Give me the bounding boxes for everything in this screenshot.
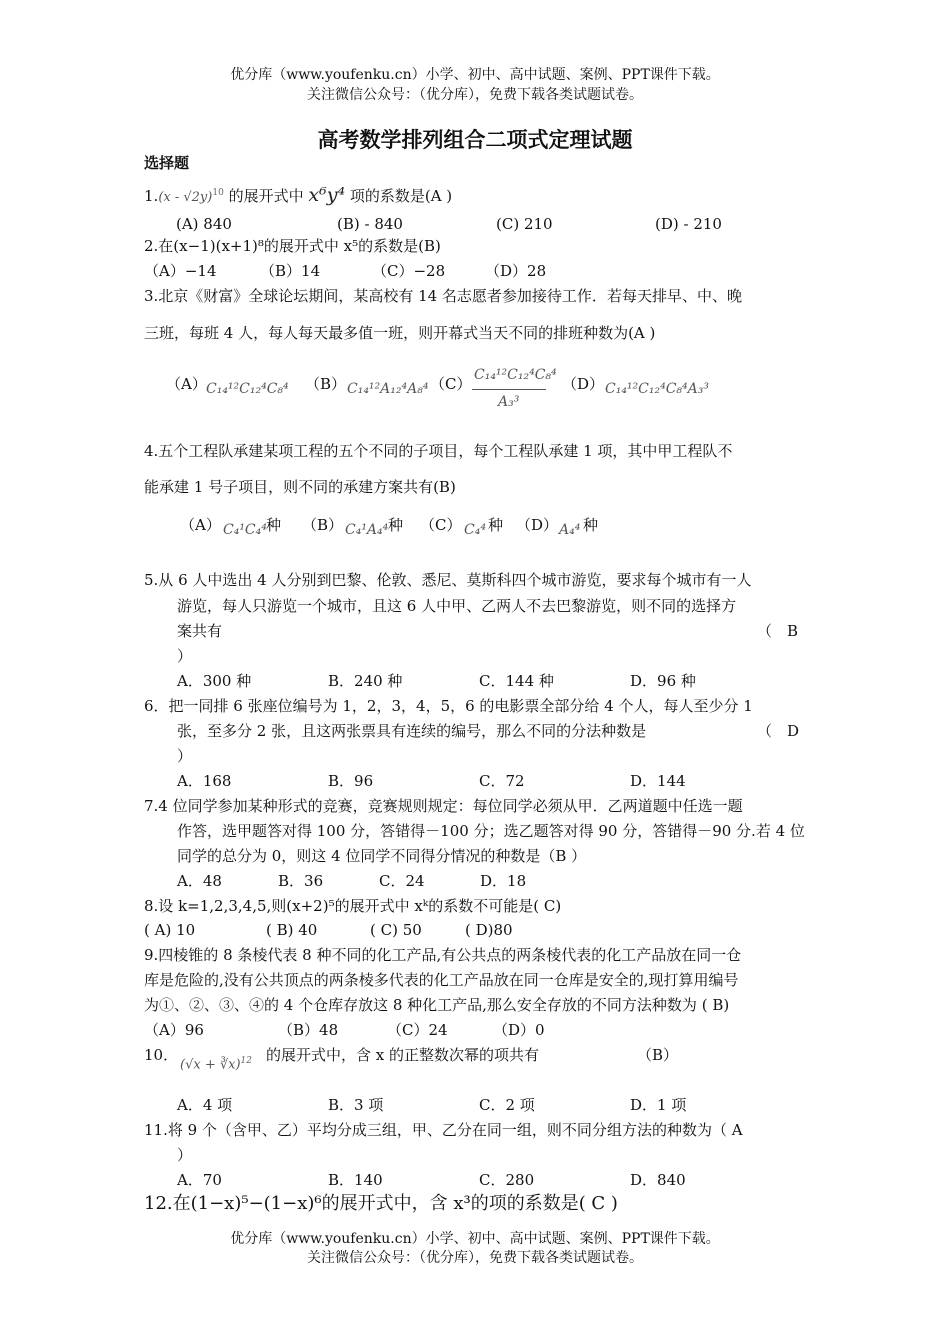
q10-option-a: A．4 项 [177,1096,233,1114]
q1-expression: (x - √2y) [158,190,213,205]
q11-option-d: D．840 [630,1171,686,1189]
q4-expression-d: A₄⁴ [559,522,581,538]
question-3-line-1: 3.北京《财富》全球论坛期间，某高校有 14 名志愿者参加接待工作．若每天排早、中、晚 [144,287,742,305]
q7-option-d: D．18 [480,872,527,890]
q4-expression-a: C₄¹C₄⁴ [223,522,267,538]
question-7-line-1: 7.4 位同学参加某种形式的竞赛，竞赛规则规定：每位同学必须从甲．乙两道题中任选一题 [144,797,743,815]
q4-label-d: （D） [516,516,559,534]
q5-answer-close: ） [177,647,193,665]
q3-expression-d: C₁₄¹²C₁₂⁴C₈⁴A₃³ [605,381,709,397]
q10-answer: （B） [637,1046,679,1064]
question-6-line-2: 张，至多分 2 张，且这两张票具有连续的编号，那么不同的分法种数是 [177,722,647,740]
q9-option-d: （D）0 [493,1021,545,1039]
q6-option-b: B．96 [328,772,374,790]
question-5-line-1: 5.从 6 人中选出 4 人分别到巴黎、伦敦、悉尼、莫斯科四个城市游览，要求每个城市有一人 [144,571,752,589]
q1-exponent: 10 [212,188,224,198]
q10-exponent: 12 [240,1056,252,1066]
q1-text-1: 的展开式中 [228,187,304,205]
question-4-line-2: 能承建 1 号子项目，则不同的承建方案共有(B) [144,478,456,496]
q4-unit-a: 种 [266,516,282,534]
q5-option-d: D．96 种 [630,672,696,690]
q9-option-c: （C）24 [387,1021,448,1039]
q9-option-a: （A）96 [144,1021,204,1039]
q5-answer: （ B [757,622,799,640]
question-5-line-3: 案共有 [177,622,223,640]
q6-answer-close: ） [177,747,193,765]
header-line-1: 优分库（www.youfenku.cn）小学、初中、高中试题、案例、PPT课件下载。 [230,67,720,83]
q4-expression-b: C₄¹A₄⁴ [345,522,389,538]
question-5-line-2: 游览，每人只游览一个城市，且这 6 人中甲、乙两人不去巴黎游览，则不同的选择方 [177,597,737,615]
q4-unit-b: 种 [388,516,404,534]
footer-line-2: 关注微信公众号：（优分库），免费下载各类试题试卷。 [307,1250,643,1266]
header-line-2: 关注微信公众号：（优分库），免费下载各类试题试卷。 [307,87,643,103]
question-9-line-3: 为①、②、③、④的 4 个仓库存放这 8 种化工产品,那么安全存放的不同方法种数为 ( B) [144,996,730,1014]
q3-expression-a: C₁₄¹²C₁₂⁴C₈⁴ [206,381,289,397]
q2-option-b: （B）14 [260,262,321,280]
q11-option-a: A．70 [177,1171,222,1189]
q1-term: x⁶y⁴ [308,184,346,206]
q8-option-c: ( C) 50 [370,921,422,939]
question-8: 8.设 k=1,2,3,4,5,则(x+2)⁵的展开式中 xᵏ的系数不可能是( C) [144,897,562,915]
q7-option-a: A．48 [177,872,222,890]
q4-label-c: （C） [420,516,462,534]
q5-option-b: B．240 种 [328,672,403,690]
q4-label-a: （A） [180,516,221,534]
q6-answer: （ D [757,722,800,740]
q8-option-b: ( B) 40 [266,921,318,939]
q3-label-d: （D） [562,375,605,393]
q8-option-d: ( D)80 [465,921,513,939]
question-6-line-1: 6．把一同排 6 张座位编号为 1，2，3，4，5，6 的电影票全部分给 4 个人，每人至少分 1 [144,697,753,715]
q1-text-2: 项的系数是(A ) [349,187,453,205]
q6-option-a: A．168 [177,772,232,790]
q5-option-c: C．144 种 [479,672,554,690]
question-10-text: 的展开式中，含 x 的正整数次幂的项共有 [266,1046,539,1064]
footer-line-1: 优分库（www.youfenku.cn）小学、初中、高中试题、案例、PPT课件下载。 [230,1231,720,1247]
q4-label-b: （B） [302,516,344,534]
q10-expression [180,1056,252,1072]
q10-number: 10． [144,1046,179,1064]
question-4-line-1: 4.五个工程队承建某项工程的五个不同的子项目，每个工程队承建 1 项，其中甲工程队不 [144,442,733,460]
question-9-line-1: 9.四棱锥的 8 条棱代表 8 种不同的化工产品,有公共点的两条棱代表的化工产品放在同一仓 [144,946,742,964]
q2-option-d: （D）28 [485,262,547,280]
q11-answer-close: ） [177,1146,193,1164]
q10-option-d: D．1 项 [630,1096,687,1114]
q1-option-b: (B) - 840 [337,215,403,233]
question-3-line-2: 三班，每班 4 人，每人每天最多值一班，则开幕式当天不同的排班种数为(A ) [144,324,656,342]
question-7-line-3: 同学的总分为 0，则这 4 位同学不同得分情况的种数是（B ） [177,847,587,865]
q6-option-d: D．144 [630,772,686,790]
question-12: 12.在(1−x)⁵−(1−x)⁶的展开式中，含 x³的项的系数是( C ) [144,1193,618,1214]
question-7-line-2: 作答，选甲题答对得 100 分，答错得－100 分；选乙题答对得 90 分，答错得－90 分.若 4 位 [177,822,805,840]
q11-option-b: B．140 [328,1171,383,1189]
q11-option-c: C．280 [479,1171,535,1189]
q3-fraction-bar [472,389,546,390]
q1-number: 1. [144,187,159,205]
q1-option-c: (C) 210 [496,215,553,233]
q9-option-b: （B）48 [278,1021,339,1039]
q4-expression-c: C₄⁴ [464,522,486,538]
question-1 [144,181,452,210]
question-11-line-1: 11.将 9 个（含甲、乙）平均分成三组，甲、乙分在同一组，则不同分组方法的种数为（ A [144,1121,743,1139]
section-heading: 选择题 [144,154,190,172]
question-2: 2.在(x−1)(x+1)⁸的展开式中 x⁵的系数是(B) [144,237,441,255]
q3-expression-c-numerator: C₁₄¹²C₁₂⁴C₈⁴ [474,367,557,383]
q10-expression-base: (√x + ∛x) [180,1057,241,1073]
q10-option-c: C．2 项 [479,1096,535,1114]
q2-option-c: （C）−28 [372,262,446,280]
q2-option-a: （A）−14 [144,262,217,280]
q3-expression-b: C₁₄¹²A₁₂⁴A₈⁴ [347,381,429,397]
q3-label-a: （A） [166,375,207,393]
q4-unit-d: 种 [583,516,599,534]
q3-label-c: （C） [430,375,472,393]
q7-option-b: B．36 [278,872,324,890]
q5-option-a: A．300 种 [177,672,252,690]
q10-option-b: B．3 项 [328,1096,384,1114]
q7-option-c: C．24 [379,872,425,890]
q1-option-a: (A) 840 [176,215,232,233]
q4-unit-c: 种 [488,516,504,534]
q1-option-d: (D) - 210 [655,215,722,233]
page-title: 高考数学排列组合二项式定理试题 [317,127,633,152]
question-9-line-2: 库是危险的,没有公共顶点的两条棱多代表的化工产品放在同一仓库是安全的,现打算用编号 [144,971,739,989]
q3-expression-c-denominator: A₃³ [498,394,520,410]
q3-label-b: （B） [305,375,347,393]
q6-option-c: C．72 [479,772,525,790]
q8-option-a: ( A) 10 [144,921,196,939]
